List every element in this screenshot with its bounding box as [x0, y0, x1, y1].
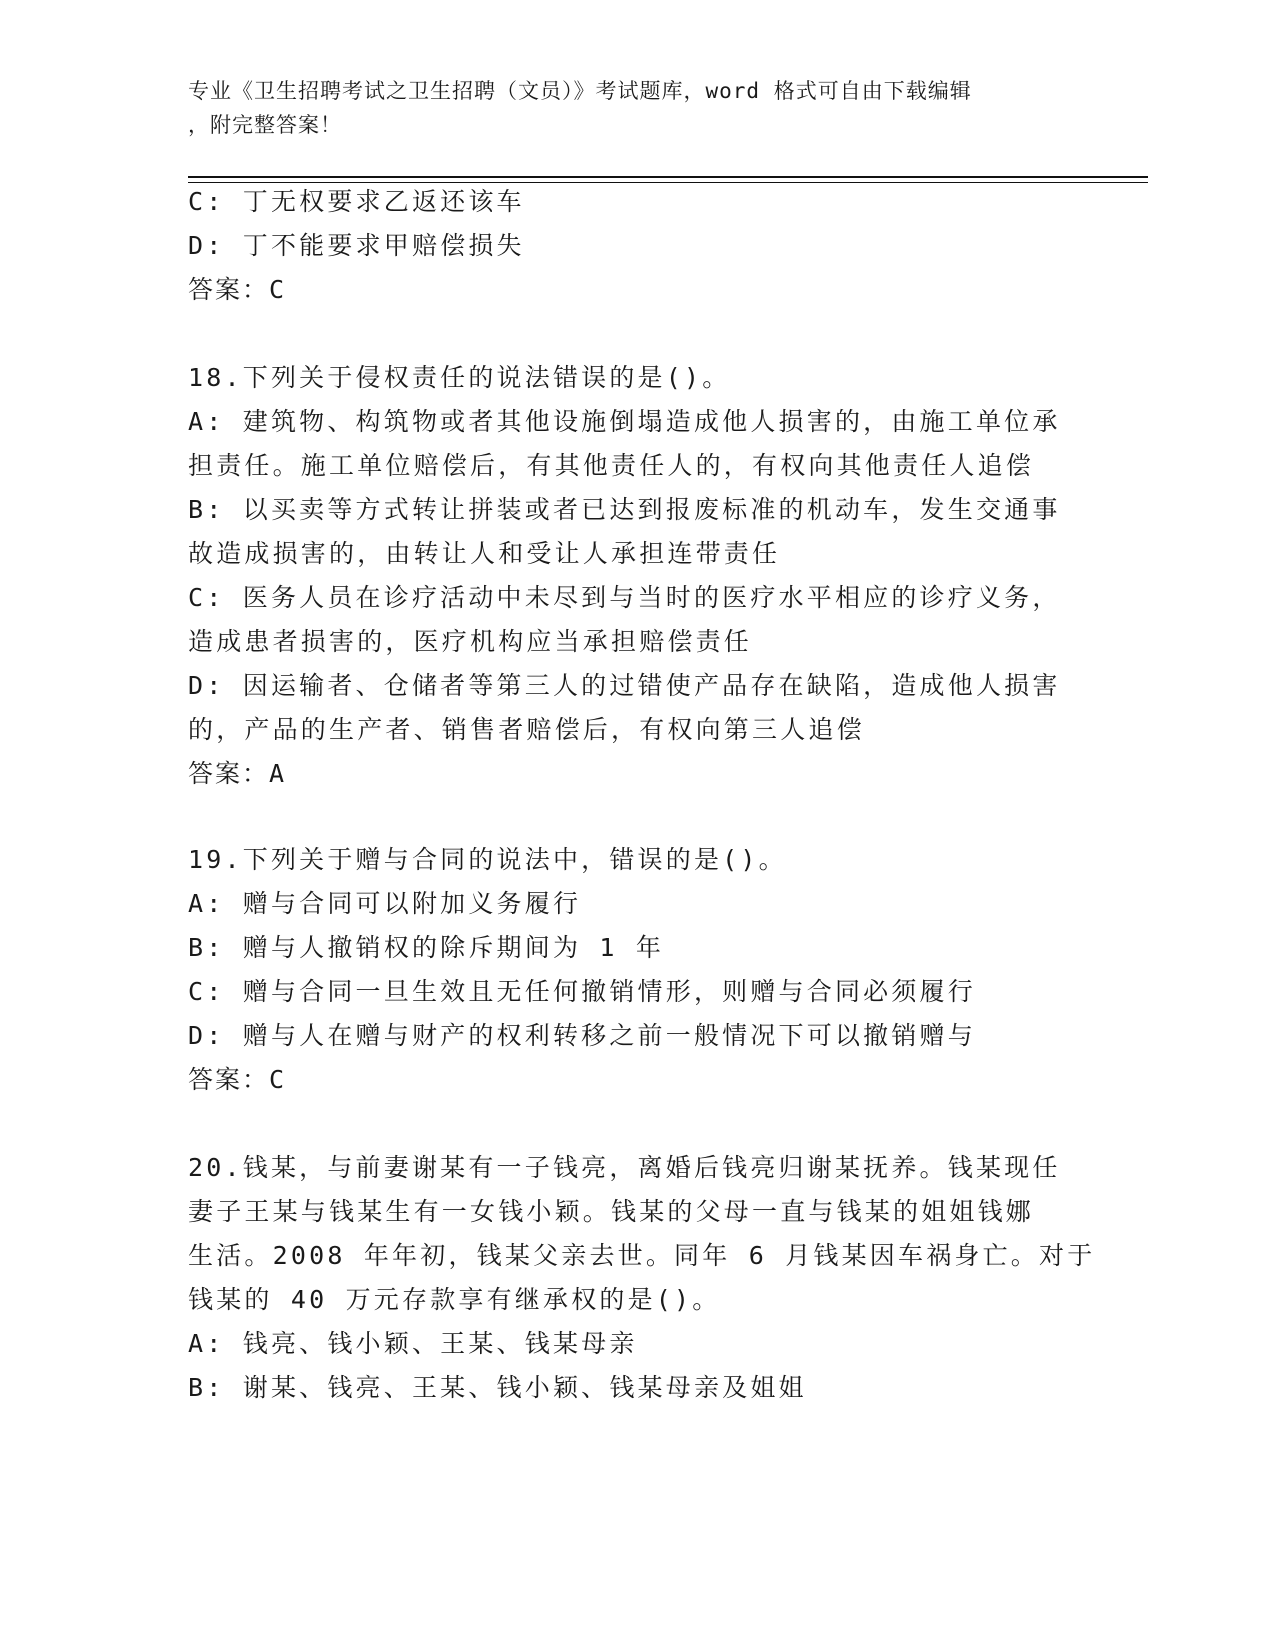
q19-option-b: B: 赠与人撤销权的除斥期间为 1 年	[188, 933, 665, 962]
header-line-2: ，附完整答案！	[188, 113, 342, 137]
q18-option-d-line-1: D: 因运输者、仓储者等第三人的过错使产品存在缺陷，造成他人损害	[188, 671, 1061, 700]
q19-answer: 答案：C	[188, 1065, 287, 1094]
q20-stem-line-1: 20.钱某，与前妻谢某有一子钱亮，离婚后钱亮归谢某抚养。钱某现任	[188, 1153, 1061, 1182]
q20-stem-line-2: 妻子王某与钱某生有一女钱小颖。钱某的父母一直与钱某的姐姐钱娜	[188, 1197, 1035, 1226]
q18-answer: 答案：A	[188, 759, 287, 788]
q19-option-c: C: 赠与合同一旦生效且无任何撤销情形，则赠与合同必须履行	[188, 977, 976, 1006]
q18-option-d-line-2: 的，产品的生产者、销售者赔偿后，有权向第三人追偿	[188, 715, 865, 744]
q19-stem: 19.下列关于赠与合同的说法中，错误的是()。	[188, 845, 787, 874]
prev-option-c: C: 丁无权要求乙返还该车	[188, 187, 525, 216]
header-rule-thick	[188, 176, 1148, 178]
prev-answer: 答案：C	[188, 275, 287, 304]
q20-option-b: B: 谢某、钱亮、王某、钱小颖、钱某母亲及姐姐	[188, 1373, 807, 1402]
q19-option-a: A: 赠与合同可以附加义务履行	[188, 889, 582, 918]
q18-option-c-line-1: C: 医务人员在诊疗活动中未尽到与当时的医疗水平相应的诊疗义务，	[188, 583, 1061, 612]
prev-option-d: D: 丁不能要求甲赔偿损失	[188, 231, 525, 260]
q18-option-c-line-2: 造成患者损害的，医疗机构应当承担赔偿责任	[188, 627, 753, 656]
q18-option-b-line-2: 故造成损害的，由转让人和受让人承担连带责任	[188, 539, 781, 568]
q19-option-d: D: 赠与人在赠与财产的权利转移之前一般情况下可以撤销赠与	[188, 1021, 976, 1050]
document-header	[188, 74, 1088, 142]
header-rule-thin	[188, 182, 1148, 183]
q18-option-b-line-1: B: 以买卖等方式转让拼装或者已达到报废标准的机动车，发生交通事	[188, 495, 1061, 524]
q18-stem: 18.下列关于侵权责任的说法错误的是()。	[188, 363, 731, 392]
q20-option-a: A: 钱亮、钱小颖、王某、钱某母亲	[188, 1329, 638, 1358]
q18-option-a-line-1: A: 建筑物、构筑物或者其他设施倒塌造成他人损害的，由施工单位承	[188, 407, 1061, 436]
q18-option-a-line-2: 担责任。施工单位赔偿后，有其他责任人的，有权向其他责任人追偿	[188, 451, 1035, 480]
header-line-1: 专业《卫生招聘考试之卫生招聘（文员）》考试题库，word 格式可自由下载编辑	[188, 79, 972, 103]
q20-stem-line-4: 钱某的 40 万元存款享有继承权的是()。	[188, 1285, 721, 1314]
q20-stem-line-3: 生活。2008 年年初，钱某父亲去世。同年 6 月钱某因车祸身亡。对于	[188, 1241, 1096, 1270]
